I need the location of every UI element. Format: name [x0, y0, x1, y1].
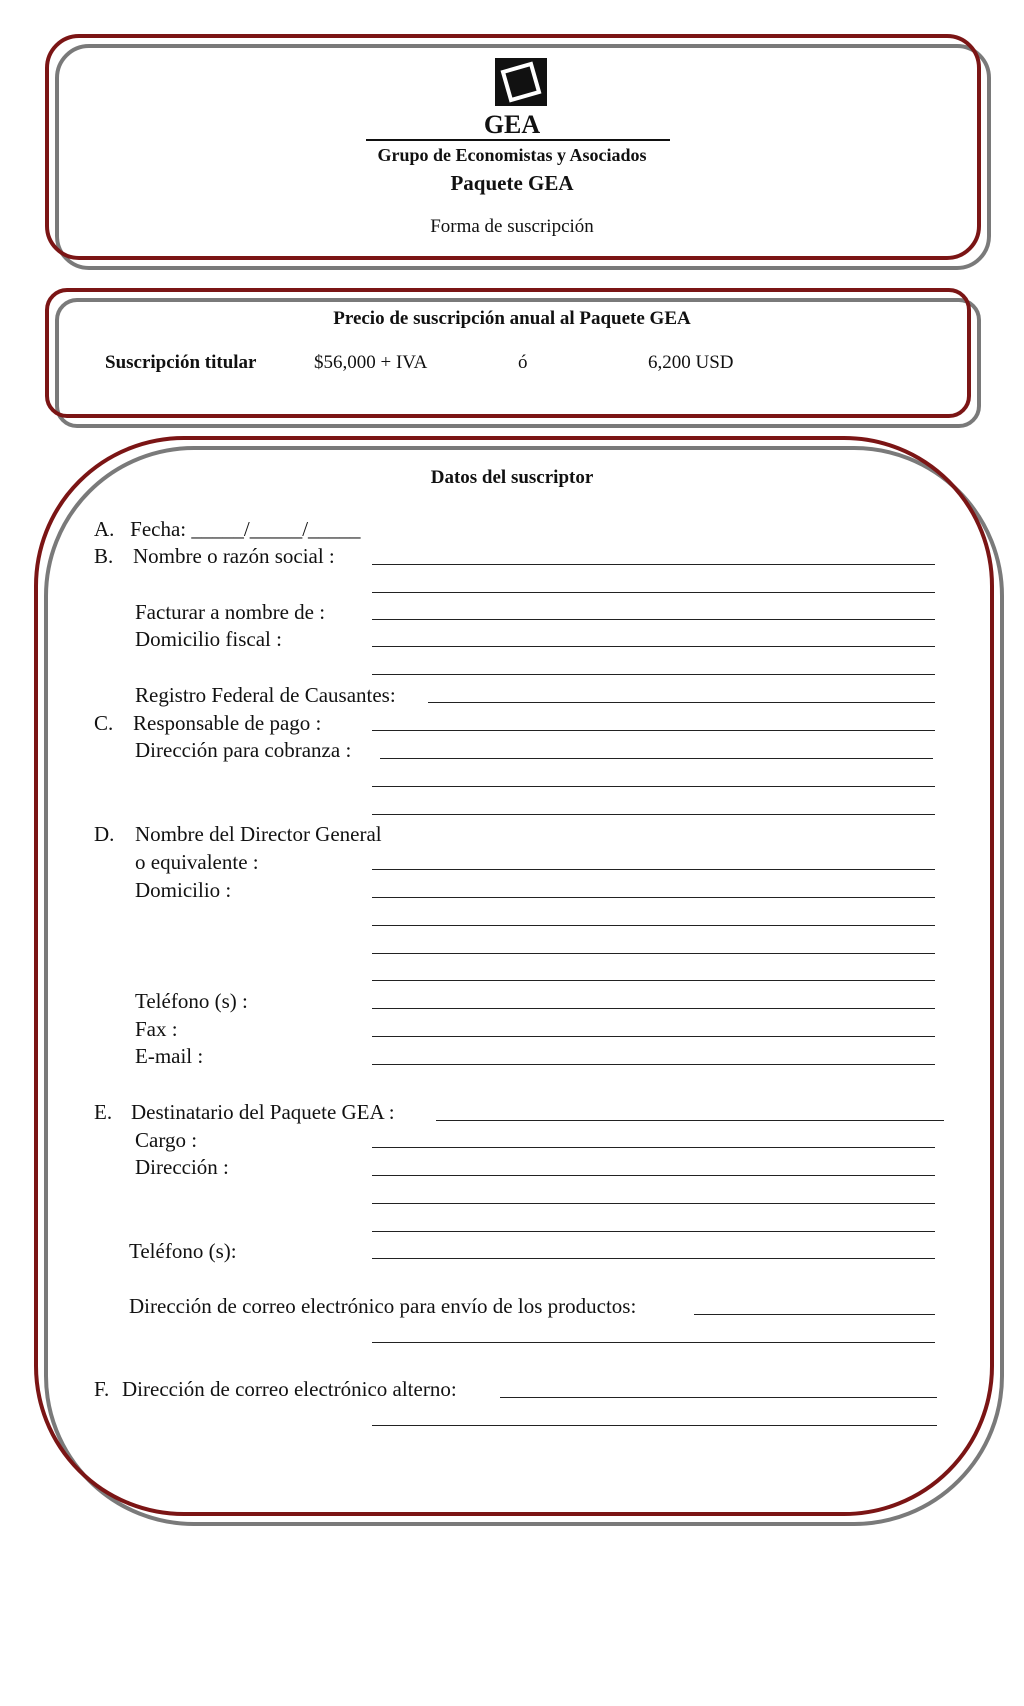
form-title: Datos del suscriptor — [430, 467, 594, 488]
cargo-label: Cargo : — [135, 1128, 198, 1152]
form-box — [34, 436, 994, 1516]
brand-name: GEA — [483, 110, 541, 139]
e-telefono-label: Teléfono (s): — [129, 1239, 237, 1263]
correo-envio-line-1[interactable] — [694, 1314, 935, 1315]
correo-alterno-line-1[interactable] — [500, 1397, 937, 1398]
direccion-line-3[interactable] — [372, 1231, 935, 1232]
director-label: Nombre del Director General — [135, 822, 382, 846]
destinatario-line[interactable] — [436, 1120, 944, 1121]
cobranza-label: Dirección para cobranza : — [135, 738, 352, 762]
form-name: Forma de suscripción — [430, 216, 594, 237]
cobranza-line-2[interactable] — [372, 786, 935, 787]
nombre-line-1[interactable] — [372, 564, 935, 565]
domicilio-fiscal-line-1[interactable] — [372, 646, 935, 647]
e-telefono-line[interactable] — [372, 1258, 935, 1259]
rfc-line[interactable] — [428, 702, 935, 703]
nombre-label: Nombre o razón social : — [133, 544, 335, 568]
responsable-label: Responsable de pago : — [133, 711, 322, 735]
direccion-line-1[interactable] — [372, 1175, 935, 1176]
direccion-line-2[interactable] — [372, 1203, 935, 1204]
correo-envio-line-2[interactable] — [372, 1342, 935, 1343]
e-letter: E. — [94, 1100, 113, 1124]
header-rule — [366, 139, 670, 141]
facturar-label: Facturar a nombre de : — [135, 600, 326, 624]
nombre-line-2[interactable] — [372, 592, 935, 593]
cobranza-line-1[interactable] — [380, 758, 933, 759]
d-domicilio-line-4[interactable] — [372, 980, 935, 981]
d-domicilio-label: Domicilio : — [135, 878, 232, 902]
price-amount-usd: 6,200 USD — [648, 352, 734, 373]
price-title: Precio de suscripción anual al Paquete GEA — [333, 308, 691, 329]
c-letter: C. — [94, 711, 114, 735]
b-letter: B. — [94, 544, 114, 568]
d-domicilio-line-1[interactable] — [372, 897, 935, 898]
telefono-label: Teléfono (s) : — [135, 989, 248, 1013]
d-domicilio-line-3[interactable] — [372, 953, 935, 954]
fecha-field[interactable]: A. Fecha: _____/_____/_____ — [94, 517, 361, 541]
price-label: Suscripción titular — [105, 352, 257, 373]
correo-alterno-line-2[interactable] — [372, 1425, 937, 1426]
equivalente-label: o equivalente : — [135, 850, 259, 874]
responsable-line[interactable] — [372, 730, 935, 731]
destinatario-label: Destinatario del Paquete GEA : — [131, 1100, 395, 1124]
fax-line[interactable] — [372, 1036, 935, 1037]
correo-envio-label: Dirección de correo electrónico para envío de los productos: — [129, 1294, 637, 1318]
gea-logo-icon — [495, 58, 547, 106]
director-line[interactable] — [372, 869, 935, 870]
cobranza-line-3[interactable] — [372, 814, 935, 815]
direccion-label: Dirección : — [135, 1155, 229, 1179]
product-title: Paquete GEA — [450, 171, 574, 195]
organization-name: Grupo de Economistas y Asociados — [377, 145, 647, 165]
facturar-line[interactable] — [372, 619, 935, 620]
telefono-line[interactable] — [372, 1008, 935, 1009]
email-line[interactable] — [372, 1064, 935, 1065]
domicilio-fiscal-line-2[interactable] — [372, 674, 935, 675]
rfc-label: Registro Federal de Causantes: — [135, 683, 396, 707]
fax-label: Fax : — [135, 1017, 178, 1041]
correo-alterno-label: Dirección de correo electrónico alterno: — [122, 1377, 457, 1401]
d-letter: D. — [94, 822, 115, 846]
f-letter: F. — [94, 1377, 110, 1401]
d-domicilio-line-2[interactable] — [372, 925, 935, 926]
domicilio-fiscal-label: Domicilio fiscal : — [135, 627, 282, 651]
email-label: E-mail : — [135, 1044, 204, 1068]
price-amount-mxn: $56,000 + IVA — [314, 352, 428, 373]
price-or: ó — [518, 352, 528, 373]
cargo-line[interactable] — [372, 1147, 935, 1148]
